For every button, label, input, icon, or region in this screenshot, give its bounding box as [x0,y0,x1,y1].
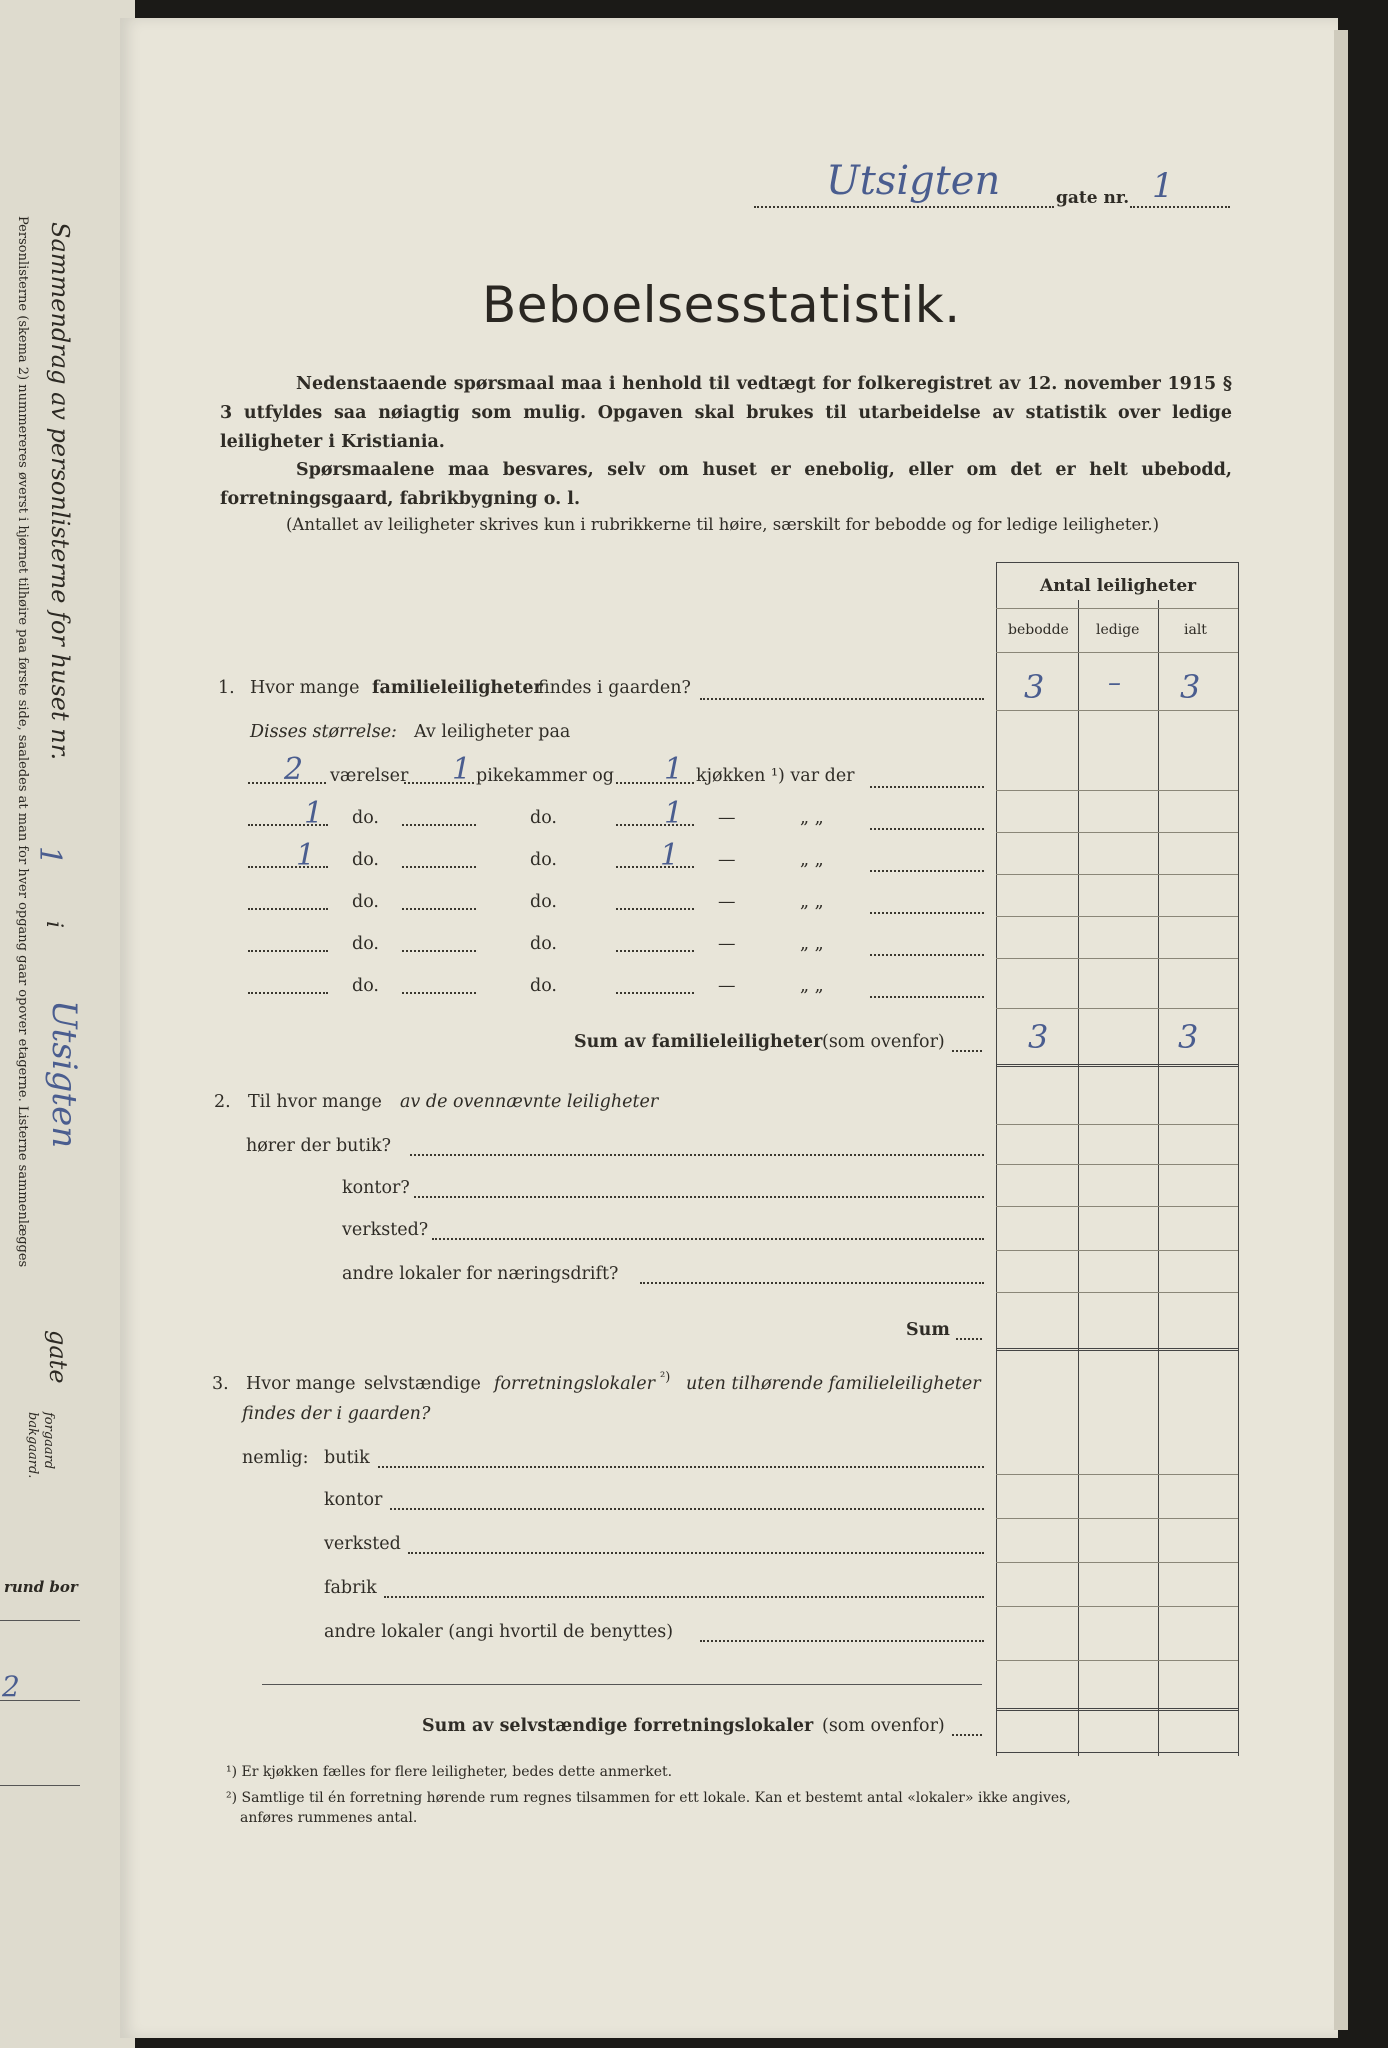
row5-pike-label: do. [530,934,557,954]
q2-row-verksted: verksted? [342,1220,429,1240]
q3-text-italic-1: forretningslokaler [494,1374,655,1394]
q3-text-pre: Hvor mange [246,1374,356,1394]
left-vertical-heading: Sammendrag av personlisterne for huset nr. [46,222,74,761]
q1-number: 1. [218,678,235,698]
q3-row-verksted: verksted [324,1534,401,1554]
col-ialt: ialt [1184,622,1207,638]
header-street-dots [754,206,1054,208]
row5-vaer-label: do. [352,934,379,954]
q1-ledige-value: – [1108,668,1121,698]
col-bebodde: bebodde [1008,622,1069,638]
q3-row-kontor: kontor [324,1490,383,1510]
q2-row-kontor: kontor? [342,1178,410,1198]
row1-kjok-hw: 1 [664,752,684,787]
q1-size-label: Disses størrelse: [250,722,397,742]
q2-number: 2. [214,1092,231,1112]
q2-row-butik: hører der butik? [246,1136,392,1156]
q3-row-andre: andre lokaler (angi hvortil de benyttes) [324,1622,674,1642]
q1-text-post: findes i gaarden? [538,678,691,698]
row2-kjok-label: — [718,808,736,828]
footnote-2: ²) Samtlige til én forretning hørende rum regnes tilsammen for ett lokale. Kan et bestemt antal «lokaler» ikke angives, [226,1790,1071,1806]
q3-sum-post: (som ovenfor) [822,1716,945,1736]
q1-size-sub: Av leiligheter paa [414,722,571,742]
q3-blank-line [262,1684,982,1685]
row6-kjok-label: — [718,976,736,996]
gate-nr-dots [1130,206,1230,208]
row1-pike-label: pikekammer og [476,766,615,786]
row3-kjok-label: — [718,850,736,870]
row6-vaer-label: do. [352,976,379,996]
row1-kjok-label: kjøkken ¹) var der [696,766,855,786]
q1-sum-post: (som ovenfor) [822,1032,945,1052]
row4-vaer-label: do. [352,892,379,912]
q1-sum-bebodde: 3 [1028,1018,1049,1056]
q1-leader [700,698,984,700]
left-vertical-instructions: Personlisterne (skema 2) nummereres øverst i hjørnet tilhøire paa første side, saaledes at man for hver opgang gaar opover etagerne. Listerne sammenlægges [15,216,30,1268]
q2-row-andre: andre lokaler for næringsdrift? [342,1264,619,1284]
intro-paragraph-2: Spørsmaalene maa besvares, selv om huset er enebolig, eller om det er helt ubebodd, forretningsgaard, fabrikbygning o. l. [220,460,1232,509]
table-title: Antal leiligheter [1040,576,1197,596]
intro-paragraph-3: (Antallet av leiligheter skrives kun i rubrikkerne til høire, særskilt for bebodde og for ledige leiligheter.) [286,515,1160,534]
row2-vaer-hw: 1 [304,796,324,831]
row3-ditto: „ „ [800,850,824,870]
row6-ditto: „ „ [800,976,824,996]
left-partial-hw: 2 [2,1670,20,1703]
footnote-2b: anføres rummenes antal. [240,1810,418,1826]
row4-kjok-label: — [718,892,736,912]
row3-vaer-label: do. [352,850,379,870]
q1-sum-ialt: 3 [1178,1018,1199,1056]
q3-row-fabrik: fabrik [324,1578,377,1598]
row2-kjok-hw: 1 [664,796,684,831]
row5-kjok-label: — [718,934,736,954]
left-grund-label: rund bor [4,1578,78,1596]
left-page-strip [0,0,135,2048]
intro-paragraph-1: Nedenstaaende spørsmaal maa i henhold til vedtægt for folkeregistret av 12. november 1915 § 3 utfyldes saa nøiagtig som mulig. Opgaven skal brukes til utarbeidelse av statistik over ledige leiligheter i Kristiania. [220,374,1232,452]
row2-pike-label: do. [530,808,557,828]
left-bakgaard-label: bakgaard. [25,1412,40,1479]
row2-ditto: „ „ [800,808,824,828]
q3-text-mid: selvstændige [364,1374,481,1394]
left-street-hw: Utsigten [44,1000,84,1149]
row1-vaer-label: værelser [330,766,409,786]
page-title: Beboelsesstatistik. [482,276,961,334]
q1-sum-label: Sum av familieleiligheter [574,1032,823,1052]
col-ledige: ledige [1096,622,1140,638]
left-rule-1 [0,1620,80,1621]
q1-bebodde-value: 3 [1024,668,1045,706]
row6-pike-label: do. [530,976,557,996]
row1-vaer-hw: 2 [284,752,304,787]
gate-nr-hw: 1 [1152,166,1174,206]
left-rule-3 [0,1785,80,1786]
row4-ditto: „ „ [800,892,824,912]
left-house-nr-hw: 1 [32,845,68,866]
q3-number: 3. [212,1374,229,1394]
footnote-1: ¹) Er kjøkken fælles for flere leiligheter, bedes dette anmerket. [226,1764,673,1780]
row1-pike-hw: 1 [452,752,472,787]
header-street-hw: Utsigten [826,158,1001,204]
q2-text-pre: Til hvor mange [248,1092,382,1112]
q3-text-italic-2: uten tilhørende familieleiligheter [686,1374,981,1394]
q3-nemlig: nemlig: [242,1448,309,1468]
page-edge [1334,30,1348,2030]
q1-text-pre: Hvor mange [250,678,360,698]
left-forgaard-label: forgaard [41,1412,56,1470]
q2-sum-label: Sum [906,1320,950,1340]
q3-text-sup: ²) [660,1370,671,1385]
q1-text-bold: familieleiligheter [372,678,543,698]
row3-pike-label: do. [530,850,557,870]
q2-text-italic: av de ovennævnte leiligheter [400,1092,659,1112]
row2-vaer-label: do. [352,808,379,828]
q1-sum-leader [952,1050,982,1052]
q3-row-butik: butik [324,1448,370,1468]
q1-ialt-value: 3 [1180,668,1201,706]
row3-kjok-hw: 1 [660,838,680,873]
left-rule-2 [0,1700,80,1701]
left-i-label: i [41,920,67,929]
q3-sum-label: Sum av selvstændige forretningslokaler [422,1716,814,1736]
q3-text-line2: findes der i gaarden? [242,1404,431,1424]
gate-nr-label: gate nr. [1056,188,1130,208]
left-gate-label: gate [44,1330,72,1384]
row3-vaer-hw: 1 [296,838,316,873]
row4-pike-label: do. [530,892,557,912]
row5-ditto: „ „ [800,934,824,954]
